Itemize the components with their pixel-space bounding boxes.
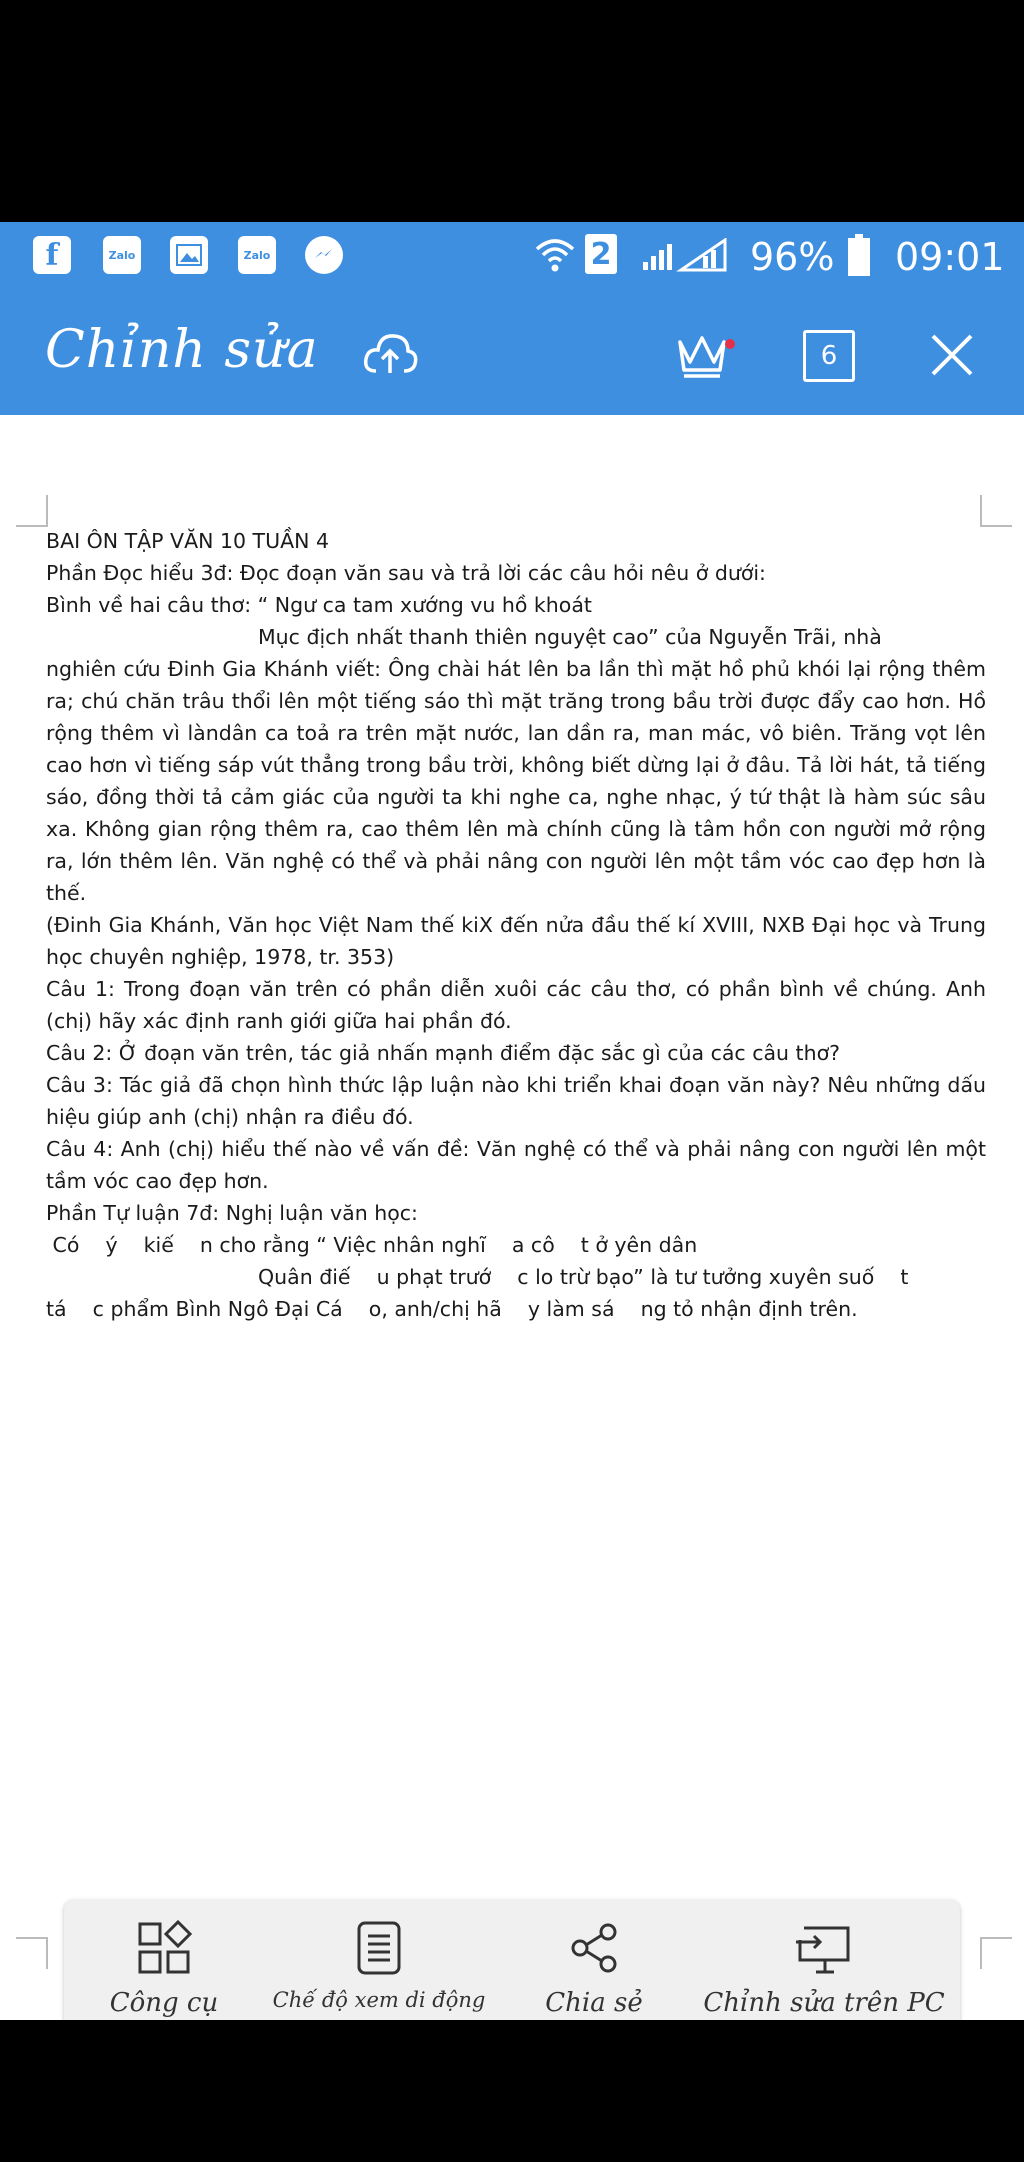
essay-line: Có ý kiế n cho rằng “ Việc nhân nghĩ a cô t ở yên dân [46,1233,698,1257]
share-button[interactable] [524,1900,664,2030]
app-bar [0,292,1024,415]
page-corner-mark [16,1937,48,1969]
monitor-icon [794,1920,854,1976]
page-title: Chỉnh sửa [45,320,319,380]
doc-heading: BAI ÔN TẬP VĂN 10 TUẦN 4 [46,529,330,553]
tools-button[interactable] [94,1900,234,2030]
essay-line: tá c phẩm Bình Ngô Đại Cá o, anh/chị hã y làm sá ng tỏ nhận định trên. [46,1297,858,1321]
edit-on-pc-label: Chỉnh sửa trên PC [703,1988,945,2018]
page-count-button[interactable]: 6 [803,330,855,382]
document-body[interactable] [46,525,986,1325]
question-3: Câu 3: Tác giả đã chọn hình thức lập luận nào khi triển khai đoạn văn này? Nêu những dấu hiệu giúp anh (chị) nhận ra điều đó. [46,1073,986,1129]
crown-icon[interactable] [676,330,736,380]
zalo-icon: Zalo [238,236,276,274]
battery-percent: 96% [750,235,835,279]
doc-line: Phần Đọc hiểu 3đ: Đọc đoạn văn sau và trả lời các câu hỏi nêu ở dưới: [46,561,766,585]
doc-paragraph: nghiên cứu Đinh Gia Khánh viết: Ông chài hát lên ba lần thì mặt hồ phủ khói lại rộng thêm ra; chú chăn trâu thổi lên một tiếng sáo thì mặt trăng trong bầu trời được đẩy cao hơn. Hồ rộng thêm vì làndân ca toả ra trên mặt nước, lan dần ra, man mác, vô biên. Trăng vọt lên cao hơn vì tiếng sáp vút thẳng trong bầu trời, không biết dừng lại ở đâu. Tả lời hát, tả tiếng sáo, đồng thời tả cảm giác của người ta khi nghe ca, nghe nhạc, ý tứ thật là hàm súc sâu xa. Không gian rộng thêm ra, cao thêm lên mà chính cũng là tâm hồn con người mở rộng ra, lớn thêm lên. Văn nghệ có thể và phải nâng con người lên một tầm vóc cao đẹp hơn là thế. [46,657,986,905]
question-1: Câu 1: Trong đoạn văn trên có phần diễn xuôi các câu thơ, có phần bình về chúng. Anh (chị) hãy xác định ranh giới giữa hai phần đó. [46,977,986,1033]
bottom-toolbar [64,1900,960,2030]
page-corner-mark [980,495,1012,527]
share-label: Chia sẻ [545,1988,643,2018]
messenger-icon [305,236,343,274]
document-page [0,415,1024,2020]
question-2: Câu 2: Ở đoạn văn trên, tác giả nhấn mạnh điểm đặc sắc gì của các câu thơ? [46,1041,841,1065]
sim-icon: 2 [585,234,617,274]
essay-line: Quân điế u phạt trướ c lo trừ bạo” là tư tưởng xuyên suố t [258,1265,909,1289]
tools-icon [136,1920,192,1976]
close-icon[interactable] [925,328,979,382]
facebook-icon: f [33,236,71,274]
mobile-view-button[interactable] [272,1900,486,2030]
page-corner-mark [980,1937,1012,1969]
zalo-icon: Zalo [103,236,141,274]
mobile-view-icon [351,1920,407,1976]
clock: 09:01 [895,235,1005,279]
gallery-icon [170,236,208,274]
signal-icon [640,236,730,274]
wifi-icon [533,236,577,274]
tools-label: Công cụ [109,1988,219,2018]
share-icon [566,1920,622,1976]
page-corner-mark [16,495,48,527]
doc-section-heading: Phần Tự luận 7đ: Nghị luận văn học: [46,1201,418,1225]
status-bar [0,222,1024,292]
edit-on-pc-button[interactable] [704,1900,944,2030]
mobile-view-label: Chế độ xem di động [272,1988,486,2012]
cloud-upload-icon[interactable] [360,328,420,380]
navigation-bar-area [0,2020,1024,2162]
battery-icon [848,234,870,276]
doc-source: (Đinh Gia Khánh, Văn học Việt Nam thế kiX đến nửa đầu thế kí XVIII, NXB Đại học và Trung học chuyên nghiệp, 1978, tr. 353) [46,913,986,969]
doc-verse: Mục địch nhất thanh thiên nguyệt cao” của Nguyễn Trãi, nhà [258,625,882,649]
question-4: Câu 4: Anh (chị) hiểu thế nào về vấn đề: Văn nghệ có thể và phải nâng con người lên một tầm vóc cao đẹp hơn. [46,1137,986,1193]
doc-line: Bình về hai câu thơ: “ Ngư ca tam xướng vu hồ khoát [46,593,592,617]
